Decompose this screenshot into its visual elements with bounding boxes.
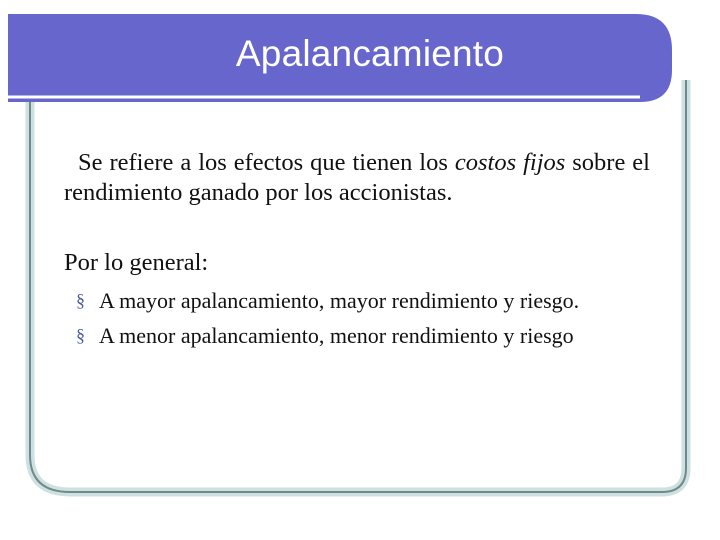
paragraph-text-start: Se refiere a los efectos que tienen los xyxy=(78,149,455,176)
slide-content xyxy=(64,148,650,358)
list-item xyxy=(64,323,650,348)
bullet-text: A menor apalancamiento, menor rendimiento y riesgo xyxy=(99,323,574,348)
bullet-symbol-icon: § xyxy=(76,290,85,310)
general-label: Por lo general: xyxy=(64,249,209,276)
bullet-text: A mayor apalancamiento, mayor rendimiento y riesgo. xyxy=(99,288,580,313)
bullet-list xyxy=(64,288,650,348)
bullet-symbol-icon: § xyxy=(76,325,85,345)
list-item xyxy=(64,288,650,313)
definition-paragraph xyxy=(64,148,650,208)
paragraph-text-end: sobre el rendimiento ganado por los accionistas. xyxy=(64,149,650,206)
slide-title: Apalancamiento xyxy=(235,33,505,74)
paragraph-italic-term: costos fijos xyxy=(454,149,566,176)
